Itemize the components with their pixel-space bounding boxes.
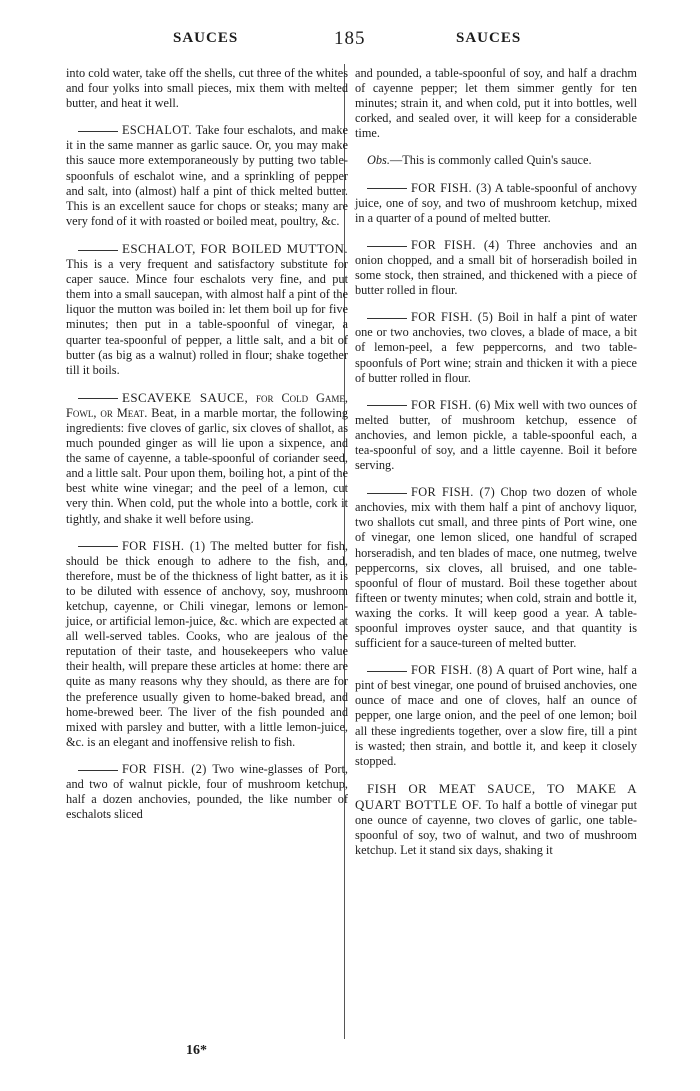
dash-rule <box>78 250 118 251</box>
observation-note <box>355 153 637 168</box>
recipe-for-fish-4 <box>355 238 637 298</box>
recipe-heading: FOR FISH. (1) <box>122 538 206 553</box>
recipe-heading: FISH OR MEAT SAUCE, TO MAKE A QUART BOTTLE OF. <box>355 780 637 812</box>
dash-rule <box>78 131 118 132</box>
recipe-text: To half a bottle of vinegar put one ounce of cayenne, two cloves of garlic, one table-spoonful of soy, two of walnut, and two of mushroom ketchup. Let it stand six days, shaking it <box>355 797 637 858</box>
recipe-text: Chop two dozen of whole anchovies, mix with them half a pint of anchovy liquor, two shallots cut small, and three pints of Port wine, one of vinegar, one lemon sliced, one handful of scraped horseradish, and ten blades of mace, one nutmeg, twelve peppercorns, six cloves, all bruised, and one table-spoonful of flour of mustard. Boil these together about fifteen or twenty minutes; when cold, strain and bottle it, waxing the corks. It will keep good a year. A table-spoonful improves oyster sauce, and that quantity is sufficient for a sauce-tureen of melted butter. <box>355 485 637 651</box>
continued-paragraph <box>355 66 637 141</box>
recipe-for-fish-3 <box>355 181 637 226</box>
recipe-for-fish-6 <box>355 398 637 473</box>
recipe-text: A table-spoonful of anchovy juice, one of soy, and two of mushroom ketchup, mixed in a quarter of a pound of melted butter. <box>355 180 637 225</box>
dash-rule <box>367 671 407 672</box>
dash-rule <box>367 405 407 406</box>
recipe-heading: FOR FISH. (8) <box>411 663 493 678</box>
dash-rule <box>78 546 118 547</box>
recipe-text: Beat, in a marble mortar, the following ingredients: five cloves of garlic, six cloves of shallot, as much pounded ginger as will lie upon a sixpence, and the same of cayenne, a table-spoonful of coriander seed, and a little salt. Pour upon them, boiling hot, a pint of the best white wine vinegar; and the peel of a lemon, cut very thin. When cold, put the whole into a bottle, cork it tightly, and shake it well before using. <box>66 405 349 526</box>
paragraph-text: into cold water, take off the shells, cut three of the whites and four yolks into small pieces, mix them with melted butter, and heat it well. <box>66 66 348 111</box>
recipe-text: Two wine-glasses of Port, and two of walnut pickle, four of mushroom ketchup, half a dozen anchovies, pounded, the like number of eschalots sliced <box>66 761 348 822</box>
header-right-title: SAUCES <box>456 30 522 46</box>
recipe-escaveke-sauce <box>66 390 348 527</box>
paragraph-text: and pounded, a table-spoonful of soy, and half a drachm of cayenne pepper; let them simmer gently for ten minutes; strain it, and when cold, put it into bottles, well corked, and sealed over, it will keep for a considerable time. <box>355 66 637 141</box>
recipe-subheading: for Cold Game, Fowl, or Meat. <box>66 390 348 420</box>
recipe-text: Boil in half a pint of water one or two anchovies, two cloves, a blade of mace, a bit of lemon-peel, a few peppercorns, and two table-spoonfuls of Port wine; strain and thicken it with a piece of butter rolled in flour. <box>355 310 638 385</box>
recipe-heading: FOR FISH. (6) <box>411 397 491 412</box>
continued-paragraph <box>66 66 348 111</box>
running-header <box>60 30 630 56</box>
recipe-text: This is a very frequent and satisfactory substitute for caper sauce. Mince four eschalots very fine, and put them into a small saucepan, with almost half a pint of the liquor the mutton was boiled in: let them boil up for five minutes; then put in a table-spoonful of vinegar, a quarter tea-spoonful of pepper, a little salt, and a bit of butter (as big as a walnut) rolled in flour; shake together till it boils. <box>66 257 348 377</box>
recipe-heading: FOR FISH. (4) <box>411 237 500 252</box>
dash-rule <box>367 246 407 247</box>
dash-rule <box>367 318 407 319</box>
dash-rule <box>78 770 118 771</box>
obs-text: —This is commonly called Quin's sauce. <box>389 153 592 168</box>
recipe-heading: FOR FISH. (3) <box>411 180 492 195</box>
left-column <box>66 66 348 834</box>
recipe-for-fish-1 <box>66 539 348 750</box>
recipe-text: The melted butter for fish, should be thick enough to adhere to the fish, and, therefore, must be of the thickness of light batter, as it is to be diluted with essence of anchovy, soy, mushroom ketchup, cayenne, or Chili vinegar, lemons or lemon-juice, or artificial lemon-juice, &c. which are expected at all well-served tables. Cooks, who are jealous of the reputation of their taste, and housekeepers who value their health, will prepare these articles at home: there are quite as many reasons why they should, as there are for the preference usually given to home-baked bread, and home-brewed beer. The liver of the fish pounded and mixed with parsley and butter, with a little lemon-juice, &c. is an elegant and inoffensive relish to fish. <box>66 538 348 749</box>
recipe-text: Three anchovies and an onion chopped, and a small bit of horseradish boiled in some stock, then strained, and thickened with a piece of butter rolled in flour. <box>355 237 637 298</box>
dash-rule <box>367 188 407 189</box>
recipe-heading: ESCHALOT. <box>122 123 192 138</box>
dash-rule <box>78 398 118 399</box>
recipe-text: Mix well with two ounces of melted butter, of mushroom ketchup, essence of anchovies, and lemon pickle, a table-spoonful each, a tea-spoonful of soy, and a little cayenne. Boil it before serving. <box>355 397 637 473</box>
recipe-for-fish-2 <box>66 762 348 822</box>
recipe-heading: FOR FISH. (2) <box>122 761 207 776</box>
recipe-eschalot-boiled-mutton <box>66 241 348 378</box>
recipe-heading: FOR FISH. (5) <box>411 310 494 325</box>
obs-label: Obs. <box>367 153 390 168</box>
recipe-heading: ESCHALOT, FOR BOILED MUTTON. <box>122 240 348 256</box>
recipe-for-fish-7 <box>355 485 637 651</box>
recipe-heading: FOR FISH. (7) <box>411 485 496 500</box>
recipe-text: A quart of Port wine, half a pint of best vinegar, one pound of bruised anchovies, one ounce of mace and one of cloves, half an ounce of pepper, one large onion, and the peel of one lemon; boil all these ingredients together, over a slow fire, till a pint is wasted; then strain, and bottle it, and keep it closely stopped. <box>355 663 637 768</box>
recipe-eschalot <box>66 123 348 229</box>
recipe-fish-or-meat-sauce <box>355 781 637 858</box>
page-number: 185 <box>334 28 366 49</box>
recipe-for-fish-5 <box>355 310 637 385</box>
right-column <box>355 66 637 870</box>
signature-mark: 16* <box>186 1043 207 1058</box>
header-left-title: SAUCES <box>173 30 239 46</box>
recipe-for-fish-8 <box>355 663 637 769</box>
recipe-heading: ESCAVEKE SAUCE, <box>122 389 249 405</box>
recipe-text: Take four eschalots, and make it in the same manner as garlic sauce. Or, you may make this sauce more extemporaneously by putting two table-spoonfuls of eschalot wine, and a sprinkling of pepper and salt, into (almost) half a pint of thick melted butter. This is an excellent sauce for chops or steaks; many are very fond of it with roasted or boiled meat, poultry, &c. <box>66 123 348 228</box>
dash-rule <box>367 493 407 494</box>
